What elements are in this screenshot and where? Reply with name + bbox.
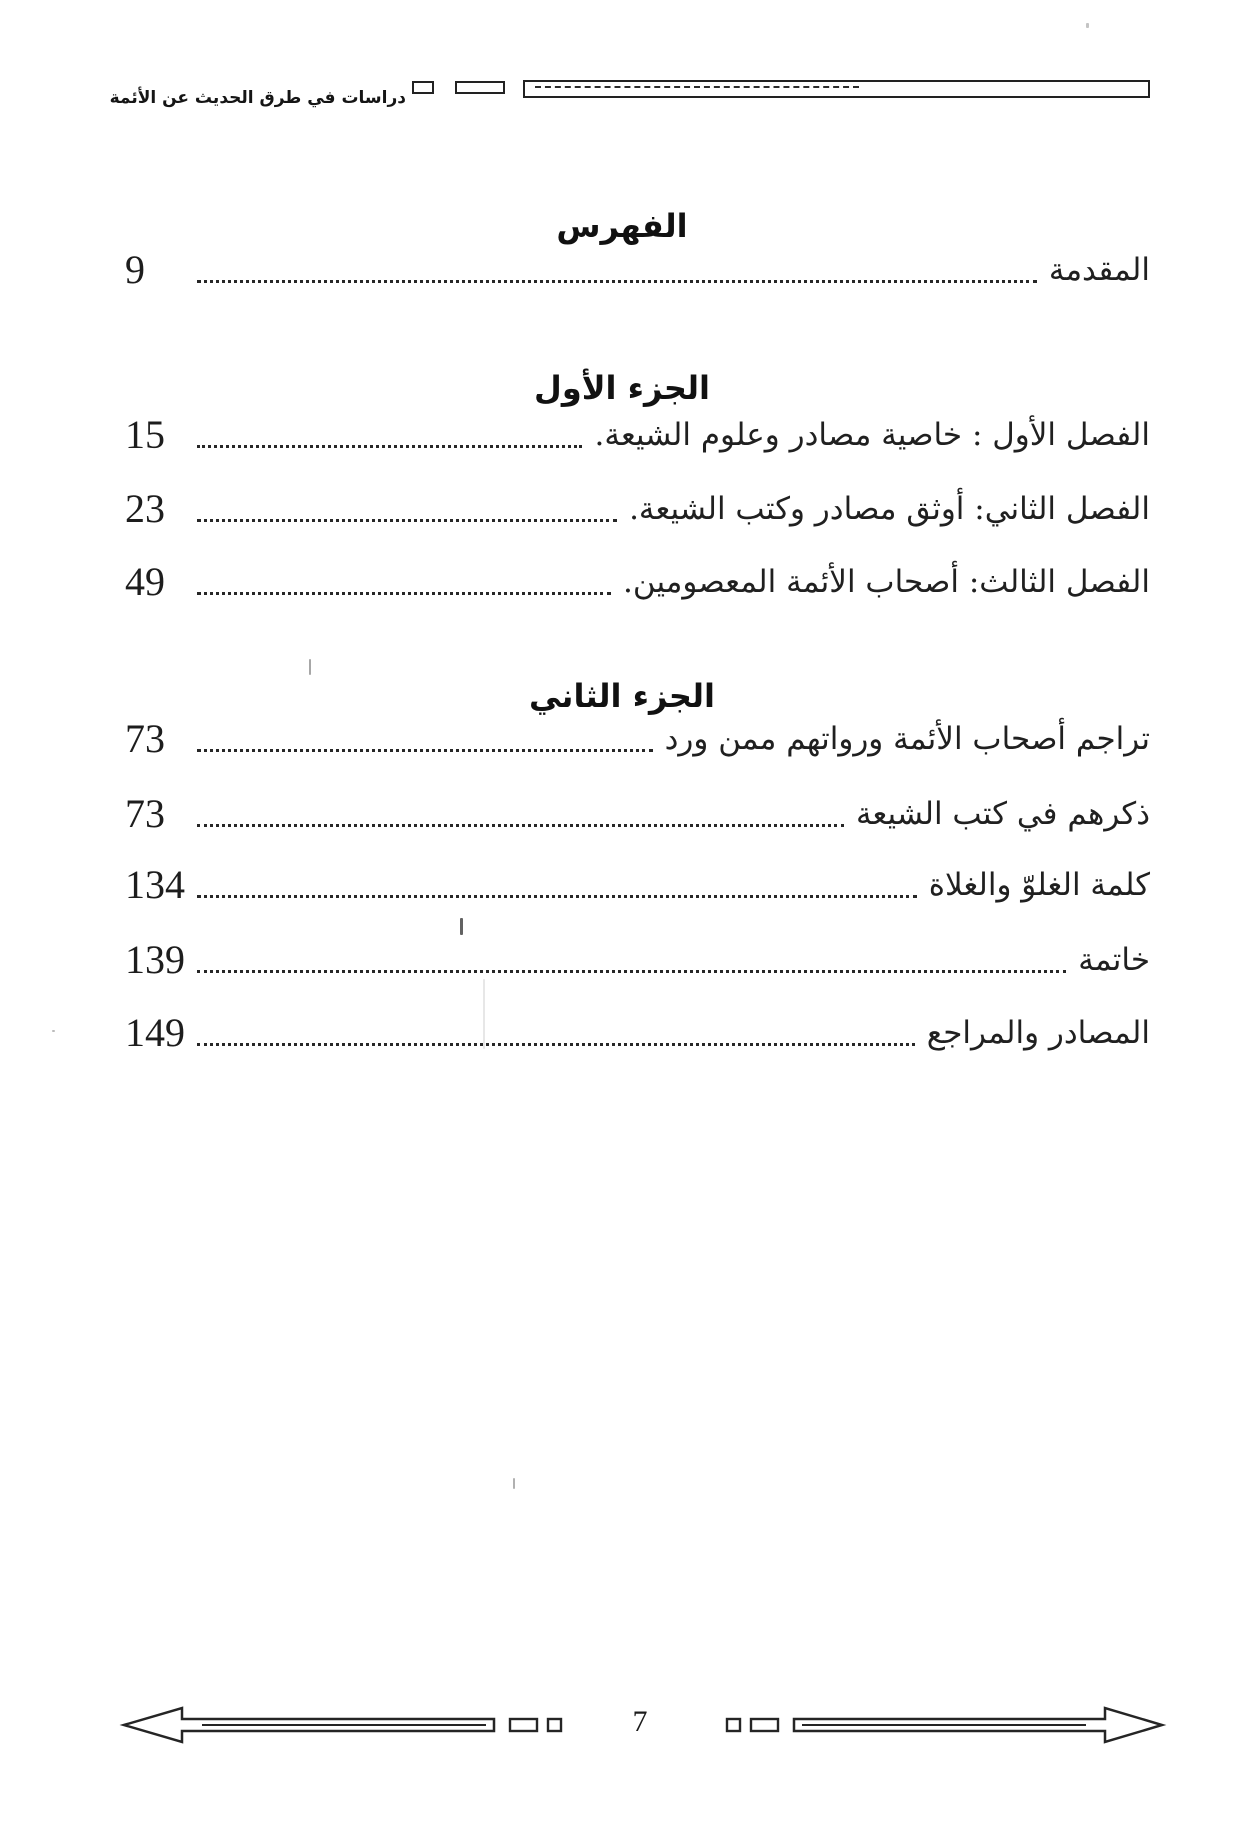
toc-entry-chapter-one[interactable] — [125, 403, 1150, 457]
scan-speck — [513, 1478, 515, 1489]
page-footer — [0, 1680, 1244, 1760]
toc-entry-conclusion[interactable] — [125, 928, 1150, 982]
toc-entry-introduction[interactable] — [125, 238, 1150, 292]
dot-leader — [197, 824, 844, 827]
dot-leader — [197, 895, 917, 898]
toc-entry-page: 134 — [125, 862, 185, 907]
left-arrow-ornament — [0, 1680, 580, 1760]
toc-entry-page: 149 — [125, 1010, 185, 1055]
dot-leader — [197, 445, 582, 448]
part-two-heading: الجزء الثاني — [529, 676, 715, 715]
scan-speck — [483, 979, 485, 1049]
toc-title: الفهرس — [556, 207, 688, 246]
toc-entry-page: 73 — [125, 791, 165, 836]
toc-entry-page: 23 — [125, 486, 165, 531]
toc-entry-label: الفصل الثالث: أصحاب الأئمة المعصومين. — [623, 564, 1150, 600]
toc-entry-label: الفصل الثاني: أوثق مصادر وكتب الشيعة. — [629, 491, 1150, 527]
toc-entry-label: الفصل الأول : خاصية مصادر وعلوم الشيعة. — [594, 417, 1150, 453]
running-title: دراسات في طرق الحديث عن الأئمة — [109, 88, 406, 108]
toc-entry-page: 9 — [125, 247, 145, 292]
dot-leader — [197, 970, 1066, 973]
toc-entry-page: 15 — [125, 412, 165, 457]
toc-entry-label: المصادر والمراجع — [926, 1015, 1150, 1051]
scan-speck — [309, 659, 311, 675]
dot-leader — [197, 1043, 915, 1046]
scan-speck — [460, 918, 463, 935]
toc-entry-chapter-three[interactable] — [125, 550, 1150, 604]
toc-entry-chapter-two[interactable] — [125, 477, 1150, 531]
toc-entry-page: 139 — [125, 937, 185, 982]
scan-speck — [1086, 23, 1089, 28]
toc-entry-page: 73 — [125, 716, 165, 761]
scan-speck — [52, 1030, 55, 1032]
toc-entry-label: تراجم أصحاب الأئمة ورواتهم ممن ورد — [664, 721, 1150, 757]
toc-entry-label: ذكرهم في كتب الشيعة — [855, 796, 1150, 832]
dot-leader — [197, 592, 611, 595]
toc-entry-label: كلمة الغلوّ والغلاة — [928, 867, 1150, 903]
part-one-heading: الجزء الأول — [534, 368, 710, 407]
toc-entry-sources[interactable] — [125, 1001, 1150, 1055]
dot-leader — [197, 519, 617, 522]
dot-leader — [197, 280, 1037, 283]
toc-entry-ghuluw[interactable] — [125, 853, 1150, 907]
page-number: 7 — [632, 1705, 648, 1738]
dot-leader — [197, 749, 653, 752]
toc-entry-label: المقدمة — [1048, 252, 1150, 288]
toc-entry-page: 49 — [125, 559, 165, 604]
toc-entry-mention-in-books[interactable] — [125, 782, 1150, 836]
right-arrow-ornament — [664, 1680, 1244, 1760]
toc-entry-label: خاتمة — [1078, 942, 1150, 978]
toc-entry-biographies[interactable] — [125, 707, 1150, 761]
